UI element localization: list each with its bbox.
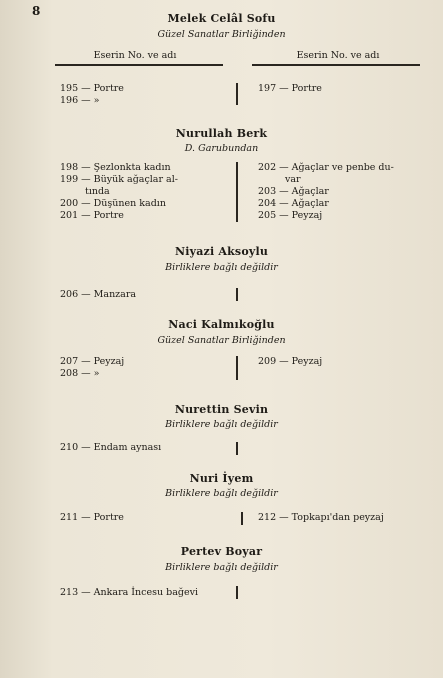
artwork-entry: tında — [85, 186, 110, 197]
artist-affiliation: Birliklere bağlı değildir — [165, 488, 278, 499]
artwork-entry: 196 — » — [60, 95, 100, 106]
artwork-entry: 203 — Ağaçlar — [258, 186, 329, 197]
artist-name: Melek Celâl Sofu — [167, 12, 276, 25]
column-divider — [236, 356, 238, 380]
artwork-entry: 200 — Düşünen kadın — [60, 198, 166, 209]
artwork-entry: 209 — Peyzaj — [258, 356, 323, 367]
column-divider — [236, 442, 238, 455]
column-divider — [236, 586, 238, 599]
artwork-entry: 208 — » — [60, 368, 100, 379]
artist-name: Nurullah Berk — [175, 127, 268, 140]
artwork-entry: 207 — Peyzaj — [60, 356, 125, 367]
artist-affiliation: Birliklere bağlı değildir — [165, 262, 278, 273]
artwork-entry: 212 — Topkapı'dan peyzaj — [258, 512, 384, 523]
column-divider — [236, 288, 238, 301]
column-divider — [236, 162, 238, 222]
artist-name: Pertev Boyar — [180, 545, 263, 558]
artist-affiliation: Birliklere bağlı değildir — [165, 562, 278, 573]
artwork-entry: 198 — Şezlonkta kadın — [60, 162, 171, 173]
artwork-entry: 195 — Portre — [60, 83, 124, 94]
artwork-entry: 199 — Büyük ağaçlar al- — [60, 174, 178, 185]
artwork-entry: var — [285, 174, 301, 185]
column-header-right-rule — [252, 64, 420, 66]
artwork-entry: 211 — Portre — [60, 512, 124, 523]
artist-name: Niyazi Aksoylu — [174, 245, 269, 258]
artist-name: Naci Kalmıkoğlu — [168, 318, 275, 331]
artist-affiliation: Güzel Sanatlar Birliğinden — [157, 29, 286, 40]
artist-affiliation: D. Garubundan — [184, 143, 259, 154]
column-header-left-rule — [55, 64, 223, 66]
artist-name: Nurettin Sevin — [174, 403, 269, 416]
column-divider — [241, 512, 243, 525]
artwork-entry: 210 — Endam aynası — [60, 442, 162, 453]
artist-affiliation: Birliklere bağlı değildir — [165, 419, 278, 430]
artwork-entry: 206 — Manzara — [60, 289, 137, 300]
artwork-entry: 204 — Ağaçlar — [258, 198, 329, 209]
artwork-entry: 201 — Portre — [60, 210, 124, 221]
artwork-entry: 213 — Ankara İncesu bağevi — [60, 587, 198, 598]
artist-affiliation: Güzel Sanatlar Birliğinden — [157, 335, 286, 346]
page-number: 8 — [32, 4, 41, 18]
artwork-entry: 197 — Portre — [258, 83, 322, 94]
column-header-right: Eserin No. ve adı — [296, 50, 380, 61]
artwork-entry: 202 — Ağaçlar ve penbe du- — [258, 162, 394, 173]
column-divider — [236, 83, 238, 105]
artwork-entry: 205 — Peyzaj — [258, 210, 323, 221]
column-header-left: Eserin No. ve adı — [93, 50, 177, 61]
artist-name: Nuri İyem — [189, 472, 254, 485]
